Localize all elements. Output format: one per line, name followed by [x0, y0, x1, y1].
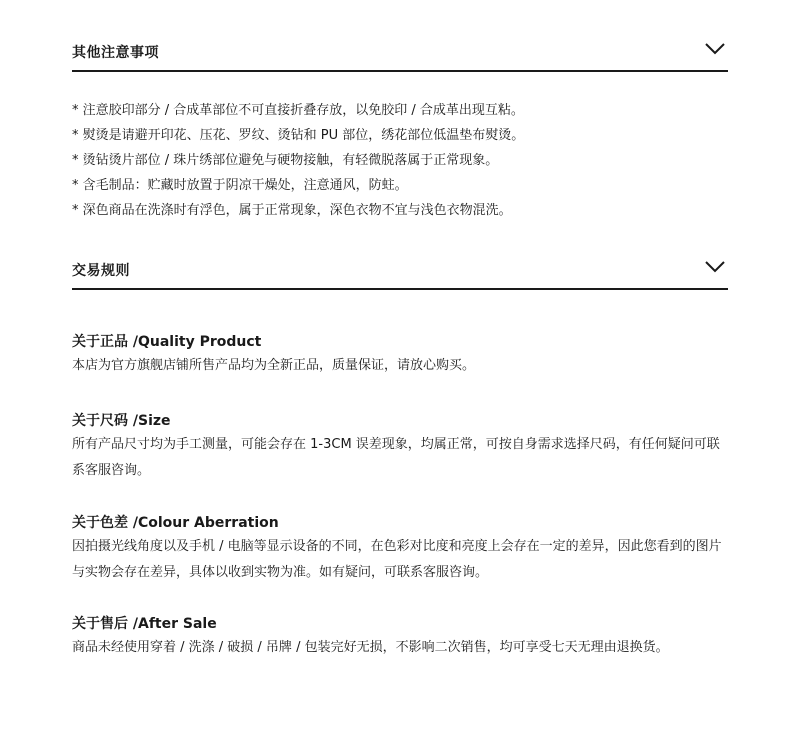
rule-size [72, 410, 752, 484]
rule-title: 关于色差 /Colour Aberration [72, 515, 279, 531]
chevron-down-icon[interactable] [704, 258, 726, 274]
rule-body: 商品未经使用穿着 / 洗涤 / 破损 / 吊牌 / 包装完好无损，不影响二次销售，均可享受七天无理由退换货。 [72, 640, 669, 655]
rule-body: 因拍摄光线角度以及手机 / 电脑等显示设备的不同，在色彩对比度和亮度上会存在一定的差异，因此您看到的图片与实物会存在差异，具体以收到实物为准。如有疑问，可联系客服咨询。 [72, 539, 722, 580]
rule-colour-aberration [72, 512, 752, 586]
rule-title: 关于正品 /Quality Product [72, 334, 262, 350]
chevron-down-icon[interactable] [704, 40, 726, 56]
rule-after-sale [72, 613, 752, 661]
rules-section-header[interactable] [72, 256, 728, 290]
rule-body: 所有产品尺寸均为手工测量，可能会存在 1-3CM 误差现象，均属正常，可按自身需求选择尺码，有任何疑问可联系客服咨询。 [72, 437, 720, 478]
rule-quality-product [72, 331, 752, 379]
list-item: * 熨烫是请避开印花、压花、罗纹、烫钻和 PU 部位，绣花部位低温垫布熨烫。 [72, 128, 525, 143]
rules-section-title: 交易规则 [72, 263, 130, 279]
notes-list [72, 98, 752, 223]
notes-section-title: 其他注意事项 [72, 45, 159, 61]
rule-title: 关于售后 /After Sale [72, 616, 217, 632]
list-item: * 注意胶印部分 / 合成革部位不可直接折叠存放，以免胶印 / 合成革出现互粘。 [72, 103, 524, 118]
list-item: * 深色商品在洗涤时有浮色，属于正常现象，深色衣物不宜与浅色衣物混洗。 [72, 203, 512, 218]
rule-body: 本店为官方旗舰店铺所售产品均为全新正品，质量保证，请放心购买。 [72, 358, 476, 373]
notes-section-header[interactable] [72, 38, 728, 72]
list-item: * 烫钻烫片部位 / 珠片绣部位避免与硬物接触，有轻微脱落属于正常现象。 [72, 153, 499, 168]
list-item: * 含毛制品：贮藏时放置于阴凉干燥处，注意通风，防蛀。 [72, 178, 408, 193]
rule-title: 关于尺码 /Size [72, 413, 171, 429]
